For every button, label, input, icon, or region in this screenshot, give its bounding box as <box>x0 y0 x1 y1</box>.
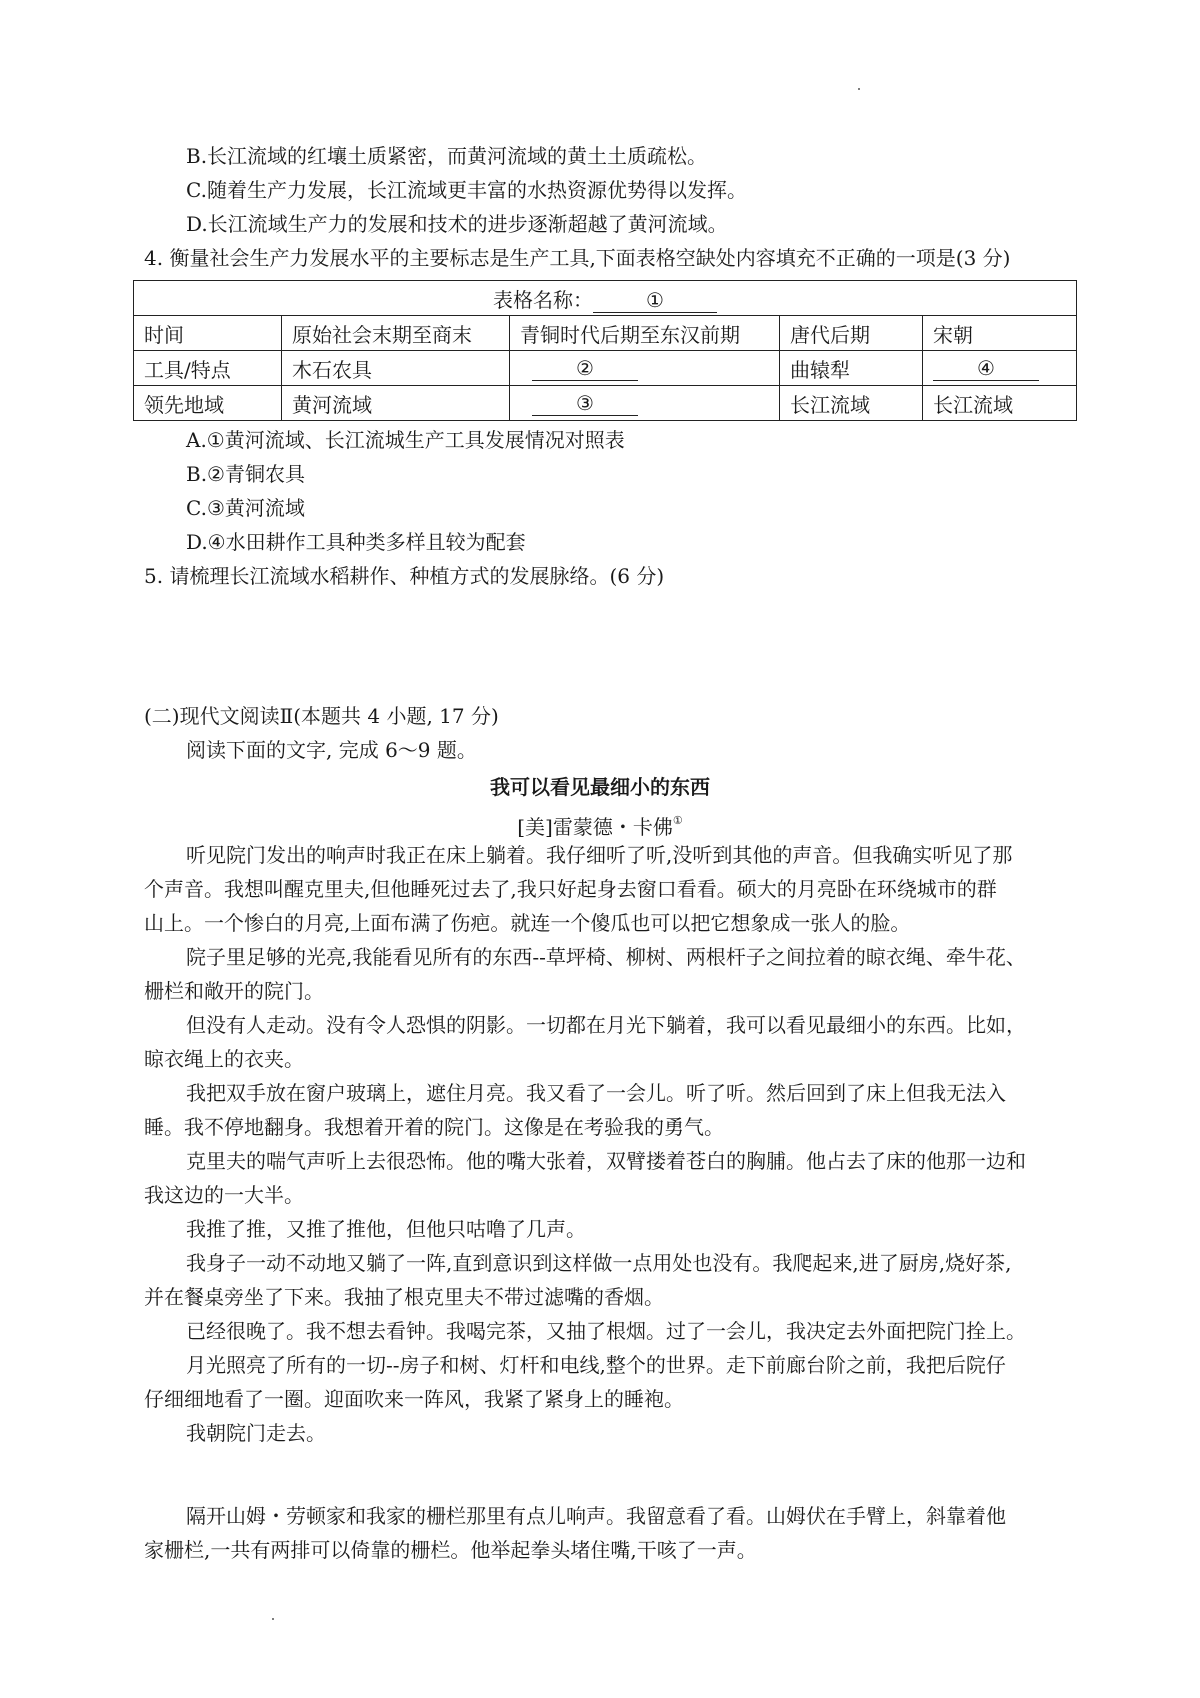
q5-stem: 5. 请梳理长江流域水稻耕作、种植方式的发展脉络。(6 分) <box>144 564 665 588</box>
table-row <box>134 351 1077 386</box>
scan-speck <box>858 88 860 90</box>
q4-stem: 4. 衡量社会生产力发展水平的主要标志是生产工具,下面表格空缺处内容填充不正确的一项是(3 分) <box>144 246 1011 270</box>
table-cell: 曲辕犁 <box>780 351 923 386</box>
table-row <box>134 386 1077 421</box>
passage-line: 院子里足够的光亮,我能看见所有的东西--草坪椅、柳树、两根杆子之间拉着的晾衣绳、牵牛花、 <box>186 945 1026 969</box>
table-cell <box>510 386 780 421</box>
passage-line: 克里夫的喘气声听上去很恐怖。他的嘴大张着，双臂搂着苍白的胸脯。他占去了床的他那一边和 <box>186 1149 1026 1173</box>
passage-line: 个声音。我想叫醒克里夫,但他睡死过去了,我只好起身去窗口看看。硕大的月亮卧在环绕城市的群 <box>144 877 997 901</box>
table-cell: 唐代后期 <box>780 316 923 351</box>
passage-line: 我身子一动不动地又躺了一阵,直到意识到这样做一点用处也没有。我爬起来,进了厨房,烧好茶, <box>186 1251 1012 1275</box>
passage-line: 我把双手放在窗户玻璃上，遮住月亮。我又看了一会儿。听了听。然后回到了床上但我无法入 <box>186 1081 1006 1105</box>
table-cell: 长江流域 <box>923 386 1077 421</box>
table-cell: 木石农具 <box>282 351 510 386</box>
q3-option-c: C.随着生产力发展，长江流域更丰富的水热资源优势得以发挥。 <box>186 178 747 202</box>
passage-title: 我可以看见最细小的东西 <box>490 775 710 799</box>
passage-line: 并在餐桌旁坐了下来。我抽了根克里夫不带过滤嘴的香烟。 <box>144 1285 664 1309</box>
table-cell: 宋朝 <box>923 316 1077 351</box>
passage-line: 听见院门发出的响声时我正在床上躺着。我仔细听了听,没听到其他的声音。但我确实听见了那 <box>186 843 1013 867</box>
table-title-blank: ① <box>593 288 717 313</box>
author-name: [美]雷蒙德・卡佛 <box>517 815 673 839</box>
passage-line: 隔开山姆・劳顿家和我家的栅栏那里有点儿响声。我留意看了看。山姆伏在手臂上，斜靠着他 <box>186 1504 1006 1528</box>
passage-line: 睡。我不停地翻身。我想着开着的院门。这像是在考验我的勇气。 <box>144 1115 724 1139</box>
q4-option-c: C.③黄河流域 <box>186 496 305 520</box>
table-blank-4: ④ <box>933 356 1039 381</box>
table-cell <box>923 351 1077 386</box>
q4-option-a: A.①黄河流域、长江流城生产工具发展情况对照表 <box>186 428 625 452</box>
table-cell <box>510 351 780 386</box>
q3-option-d: D.长江流域生产力的发展和技术的进步逐渐超越了黄河流域。 <box>186 212 728 236</box>
table-title-label: 表格名称： <box>493 287 593 312</box>
passage-line: 栅栏和敞开的院门。 <box>144 979 324 1003</box>
table-cell: 工具/特点 <box>134 351 282 386</box>
passage-line: 我朝院门走去。 <box>186 1421 326 1445</box>
passage-line: 家栅栏,一共有两排可以倚靠的栅栏。他举起拳头堵住嘴,干咳了一声。 <box>144 1538 757 1562</box>
q3-option-b: B.长江流域的红壤土质紧密，而黄河流域的黄土土质疏松。 <box>186 144 708 168</box>
table-cell: 青铜时代后期至东汉前期 <box>510 316 780 351</box>
table-title-cell <box>134 281 1077 316</box>
passage-line: 仔细细地看了一圈。迎面吹来一阵风，我紧了紧身上的睡袍。 <box>144 1387 684 1411</box>
table-cell: 黄河流域 <box>282 386 510 421</box>
passage-line: 山上。一个惨白的月亮,上面布满了伤疤。就连一个傻瓜也可以把它想象成一张人的脸。 <box>144 911 911 935</box>
table-cell: 长江流域 <box>780 386 923 421</box>
table-cell: 时间 <box>134 316 282 351</box>
passage-line: 我推了推，又推了推他，但他只咕噜了几声。 <box>186 1217 586 1241</box>
q4-option-b: B.②青铜农具 <box>186 462 305 486</box>
table-title-row <box>134 281 1077 316</box>
scan-speck <box>272 1618 274 1620</box>
table-blank-2: ② <box>532 356 638 381</box>
q4-table <box>133 280 1077 421</box>
table-blank-3: ③ <box>532 391 638 416</box>
section-heading: (二)现代文阅读Ⅱ(本题共 4 小题, 17 分) <box>144 704 499 728</box>
passage-author <box>0 806 1200 842</box>
passage-line: 已经很晚了。我不想去看钟。我喝完茶，又抽了根烟。过了一会儿，我决定去外面把院门拴上。 <box>186 1319 1026 1343</box>
author-footnote-marker: ① <box>672 814 683 827</box>
passage-line: 晾衣绳上的衣夹。 <box>144 1047 304 1071</box>
table-row <box>134 316 1077 351</box>
passage-line: 月光照亮了所有的一切--房子和树、灯杆和电线,整个的世界。走下前廊台阶之前，我把后院仔 <box>186 1353 1006 1377</box>
table-cell: 领先地域 <box>134 386 282 421</box>
reading-instruction: 阅读下面的文字, 完成 6～9 题。 <box>186 738 477 762</box>
table-cell: 原始社会末期至商末 <box>282 316 510 351</box>
q4-option-d: D.④水田耕作工具种类多样且较为配套 <box>186 530 526 554</box>
passage-line: 我这边的一大半。 <box>144 1183 304 1207</box>
passage-line: 但没有人走动。没有令人恐惧的阴影。一切都在月光下躺着，我可以看见最细小的东西。比如， <box>186 1013 1026 1037</box>
